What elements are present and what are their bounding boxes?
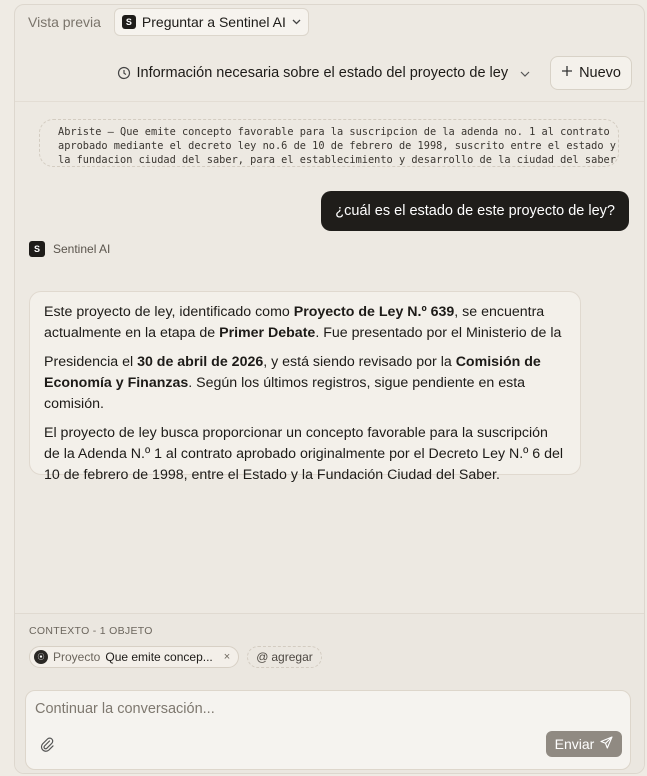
snippet-line: aprobado mediante el decreto ley no.6 de 10 de febrero de 1998, suscrito entre el estado y bbox=[58, 140, 616, 152]
reply-bold: Proyecto de Ley N.º 639 bbox=[293, 304, 455, 320]
conversation-title: Información necesaria sobre el estado del proyecto de ley bbox=[136, 65, 509, 81]
context-label: CONTEXTO - 1 OBJETO bbox=[29, 625, 153, 637]
context-chips bbox=[29, 646, 322, 668]
tab-vista-previa[interactable] bbox=[21, 8, 108, 36]
chevron-down-icon bbox=[520, 65, 530, 81]
assistant-name: Sentinel AI bbox=[53, 242, 111, 256]
composer-area bbox=[15, 613, 644, 773]
chip-text: Que emite concep... bbox=[105, 650, 213, 664]
tab-bar bbox=[15, 5, 644, 39]
tab-label: Vista previa bbox=[28, 14, 101, 30]
tab-label: Preguntar a Sentinel AI bbox=[141, 14, 286, 30]
reply-text: , y está siendo revisado por la bbox=[263, 354, 456, 370]
context-chip[interactable] bbox=[29, 646, 239, 668]
assistant-reply bbox=[29, 291, 581, 483]
sentinel-logo-icon: S bbox=[29, 241, 45, 257]
close-icon[interactable]: × bbox=[223, 651, 231, 663]
snippet-line: la fundacion ciudad del saber, para el establecimiento y desarrollo de la ciudad del saber bbox=[58, 154, 616, 166]
plus-icon bbox=[561, 65, 573, 81]
at-icon: @ bbox=[256, 650, 269, 664]
add-context-button[interactable] bbox=[247, 646, 322, 668]
reply-text: . Fue presentado por el Ministerio de la bbox=[315, 325, 562, 341]
new-button-label: Nuevo bbox=[579, 65, 621, 81]
reply-paragraph bbox=[44, 352, 566, 415]
snippet-line: Abriste — Que emite concepto favorable para la suscripcion de la adenda no. 1 al contrato bbox=[58, 126, 610, 138]
message-input[interactable]: Continuar la conversación... bbox=[35, 701, 215, 717]
add-label: agregar bbox=[271, 650, 313, 664]
reply-text: , se encuentra actualmente en la etapa de bbox=[44, 304, 545, 341]
conversation-header bbox=[15, 53, 644, 93]
reply-bold: 30 de abril de 2026 bbox=[137, 354, 264, 370]
send-icon bbox=[600, 736, 613, 752]
history-icon bbox=[117, 66, 131, 80]
chevron-down-icon[interactable] bbox=[292, 17, 301, 28]
divider bbox=[15, 101, 644, 102]
conversation-selector[interactable] bbox=[117, 65, 531, 81]
new-conversation-button[interactable] bbox=[550, 56, 632, 90]
reply-paragraph bbox=[44, 302, 566, 344]
reply-text: . Según los últimos registros, sigue pendiente en esta comisión. bbox=[44, 375, 526, 412]
reply-text: Este proyecto de ley, identificado como bbox=[44, 304, 294, 320]
chip-kind: Proyecto bbox=[53, 650, 101, 664]
assistant-label bbox=[29, 241, 110, 257]
user-message-text: ¿cuál es el estado de este proyecto de ley? bbox=[335, 203, 615, 219]
project-icon: ⦿ bbox=[34, 650, 48, 664]
sentinel-logo-icon: S bbox=[122, 15, 136, 29]
tab-preguntar-sentinel[interactable] bbox=[114, 8, 309, 36]
reply-bold: Comisión de Economía y Finanzas bbox=[44, 354, 541, 391]
opened-context-snippet bbox=[39, 119, 619, 167]
app-frame bbox=[14, 4, 645, 774]
reply-paragraph: El proyecto de ley busca proporcionar un concepto favorable para la suscripción de la Adenda N.º 1 al contrato aprobado originalmente por el Decreto Ley N.º 6 del 10 de febrero de 1998, entre el Estado y la Fundación Ciudad del Saber. bbox=[44, 425, 564, 483]
paperclip-icon[interactable] bbox=[40, 737, 54, 757]
reply-text: Presidencia el bbox=[44, 354, 138, 370]
send-label: Enviar bbox=[554, 736, 595, 752]
send-button[interactable] bbox=[546, 731, 622, 757]
reply-bold: Primer Debate bbox=[219, 325, 316, 341]
message-composer[interactable] bbox=[25, 690, 631, 770]
user-message-bubble bbox=[321, 191, 629, 231]
